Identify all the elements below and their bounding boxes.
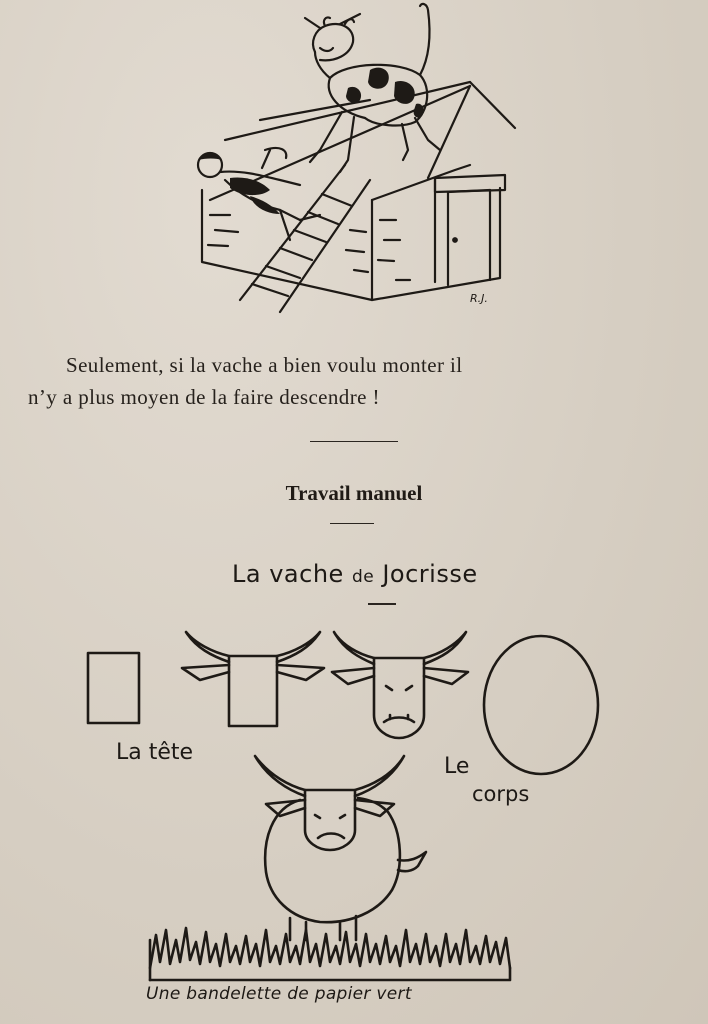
section-heading: Travail manuel (285, 481, 423, 505)
green-paper-strip-icon (150, 928, 510, 980)
craft-title-part1: La vache (232, 560, 344, 588)
label-body: corps (472, 782, 530, 806)
label-head: La tête (116, 740, 194, 765)
section-divider (310, 441, 398, 442)
label-le: Le (444, 754, 470, 779)
paragraph-line-1: Seulement, si la vache a bien voulu monter il (66, 353, 463, 377)
paper-oval-icon (484, 636, 598, 774)
craft-title-part2: Jocrisse (382, 560, 478, 588)
label-green-strip: Une bandelette de papier vert (146, 984, 412, 1004)
heading-underline (330, 523, 374, 524)
paragraph-line-2: n’y a plus moyen de la faire descendre ! (28, 385, 380, 409)
illustration-signature: R.J. (470, 292, 488, 305)
assembled-cow-icon (255, 756, 426, 940)
cow-head-icon (332, 632, 468, 738)
cow-on-roof-illustration (170, 0, 530, 325)
craft-title-de: de (351, 567, 375, 587)
craft-title (232, 560, 478, 588)
paper-rectangle-icon (88, 653, 139, 723)
head-step-two-icon (182, 632, 324, 726)
craft-diagram (0, 600, 708, 990)
